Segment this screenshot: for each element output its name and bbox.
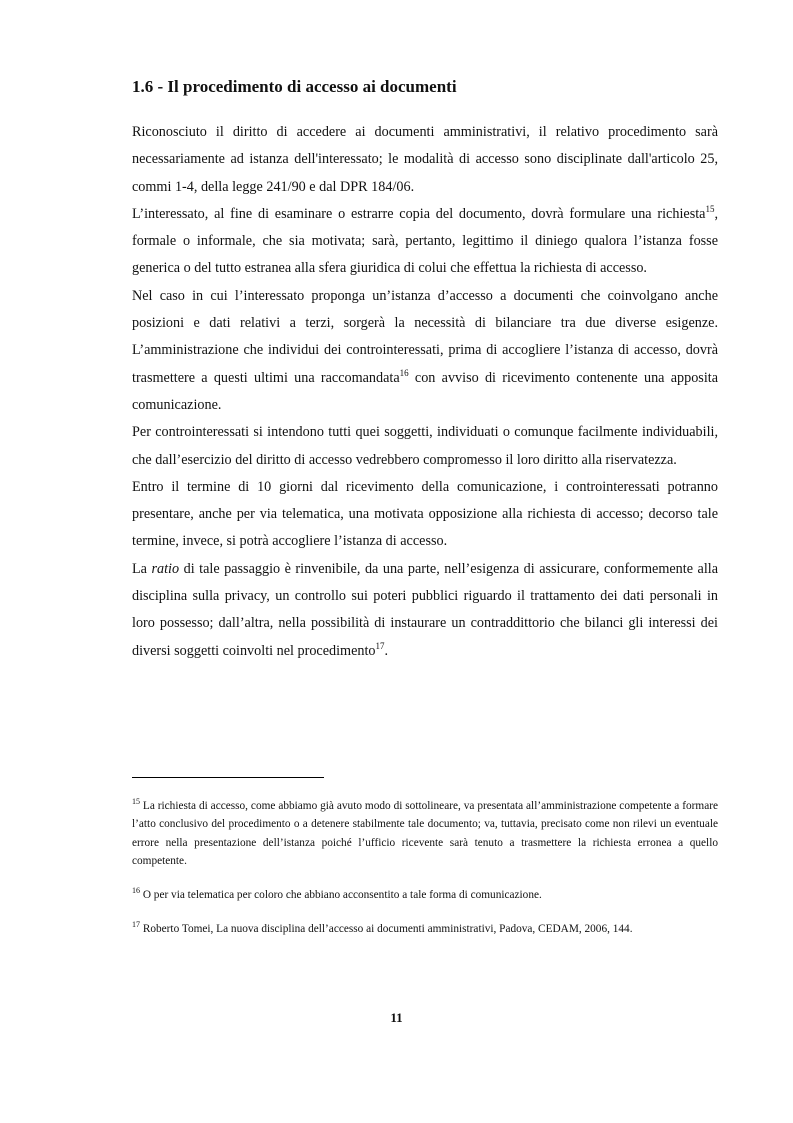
paragraph-6-text-c: . (384, 642, 389, 659)
paragraph-6-text-a: La (132, 560, 152, 577)
paragraph-1: Riconosciuto il diritto di accedere ai documenti amministrativi, il relativo procedimento sarà necessariamente ad istanza dell'interessato; le modalità di accesso sono disciplinate dall'articolo 25, commi 1-4, della legge 241/90 e dal DPR 184/06. (132, 124, 718, 195)
footnote-text: O per via telematica per coloro che abbiano acconsentito a tale forma di comunicazione. (140, 889, 542, 902)
paragraph-6-italic: ratio (151, 560, 180, 577)
footnote (132, 920, 718, 938)
footnote-separator (132, 777, 324, 778)
page-number: 11 (390, 1010, 403, 1025)
paragraph-6 (132, 556, 718, 665)
paragraph-2-text-b: , formale o informale, che sia motivata; sarà, pertanto, legittimo il diniego qualora l’istanza fosse generica o del tutto estranea alla sfera giuridica di colui che effettua la richiesta di accesso. (132, 205, 718, 277)
paragraph-2 (132, 201, 718, 283)
paragraph-3 (132, 283, 718, 419)
paragraph-2-text-a: L’interessato, al fine di esaminare o estrarre copia del documento, dovrà formulare una richiesta (132, 205, 706, 222)
footnotes (132, 797, 718, 955)
body-text (132, 119, 718, 665)
paragraph-5: Entro il termine di 10 giorni dal ricevimento della comunicazione, i controinteressati potranno presentare, anche per via telematica, una motivata opposizione alla richiesta di accesso; decorso tale termine, invece, si potrà accogliere l’istanza di accesso. (132, 478, 718, 550)
footnote-text: La richiesta di accesso, come abbiamo già avuto modo di sottolineare, va presentata all’amministrazione competente a formare l’atto conclusivo del procedimento o a detenere stabilmente tale documento; va, tuttavia, precisato come non rilevi un eventuale errore nella presentazione dell’istanza poiché l’ufficio ricevente sarà tenuto a trasmettere la richiesta erronea a quello competente. (132, 800, 718, 867)
paragraph-3-text-b: con avviso di ricevimento contenente una apposita comunicazione. (132, 369, 719, 413)
footnote (132, 886, 718, 904)
footnote-number: 17 (132, 920, 140, 930)
footnote-ref-15[interactable]: 15 (705, 203, 715, 214)
paragraph-3-text-a: Nel caso in cui l’interessato proponga un’istanza d’accesso a documenti che coinvolgano anche posizioni e dati relativi a terzi, sorgerà la necessità di bilanciare tra due diverse esigenze. L’amministrazione che individui dei controinteressati, prima di accogliere l’istanza di accesso, dovrà trasmettere a questi ultimi una raccomandata (132, 287, 718, 386)
footnote (132, 797, 718, 870)
footnote-number: 15 (132, 797, 140, 806)
section-heading: 1.6 - Il procedimento di accesso ai documenti (132, 77, 457, 96)
footnote-text: Roberto Tomei, La nuova disciplina dell’accesso ai documenti amministrativi, Padova, CEDAM, 2006, 144. (140, 923, 633, 936)
footnote-ref-16[interactable]: 16 (399, 367, 409, 378)
paragraph-6-text-b: di tale passaggio è rinvenibile, da una parte, nell’esigenza di assicurare, conformemente alla disciplina sulla privacy, un controllo sui poteri pubblici riguardo il trattamento dei dati personali in loro possesso; dall’altra, nella possibilità di instaurare un contraddittorio che bilanci gli interessi dei diversi soggetti coinvolti nel procedimento (132, 560, 718, 659)
footnote-number: 16 (132, 886, 140, 896)
paragraph-4: Per controinteressati si intendono tutti quei soggetti, individuati o comunque facilmente individuabili, che dall’esercizio del diritto di accesso vedrebbero compromesso il loro diritto alla riservatezza. (132, 424, 718, 468)
footnote-ref-17[interactable]: 17 (375, 640, 385, 651)
